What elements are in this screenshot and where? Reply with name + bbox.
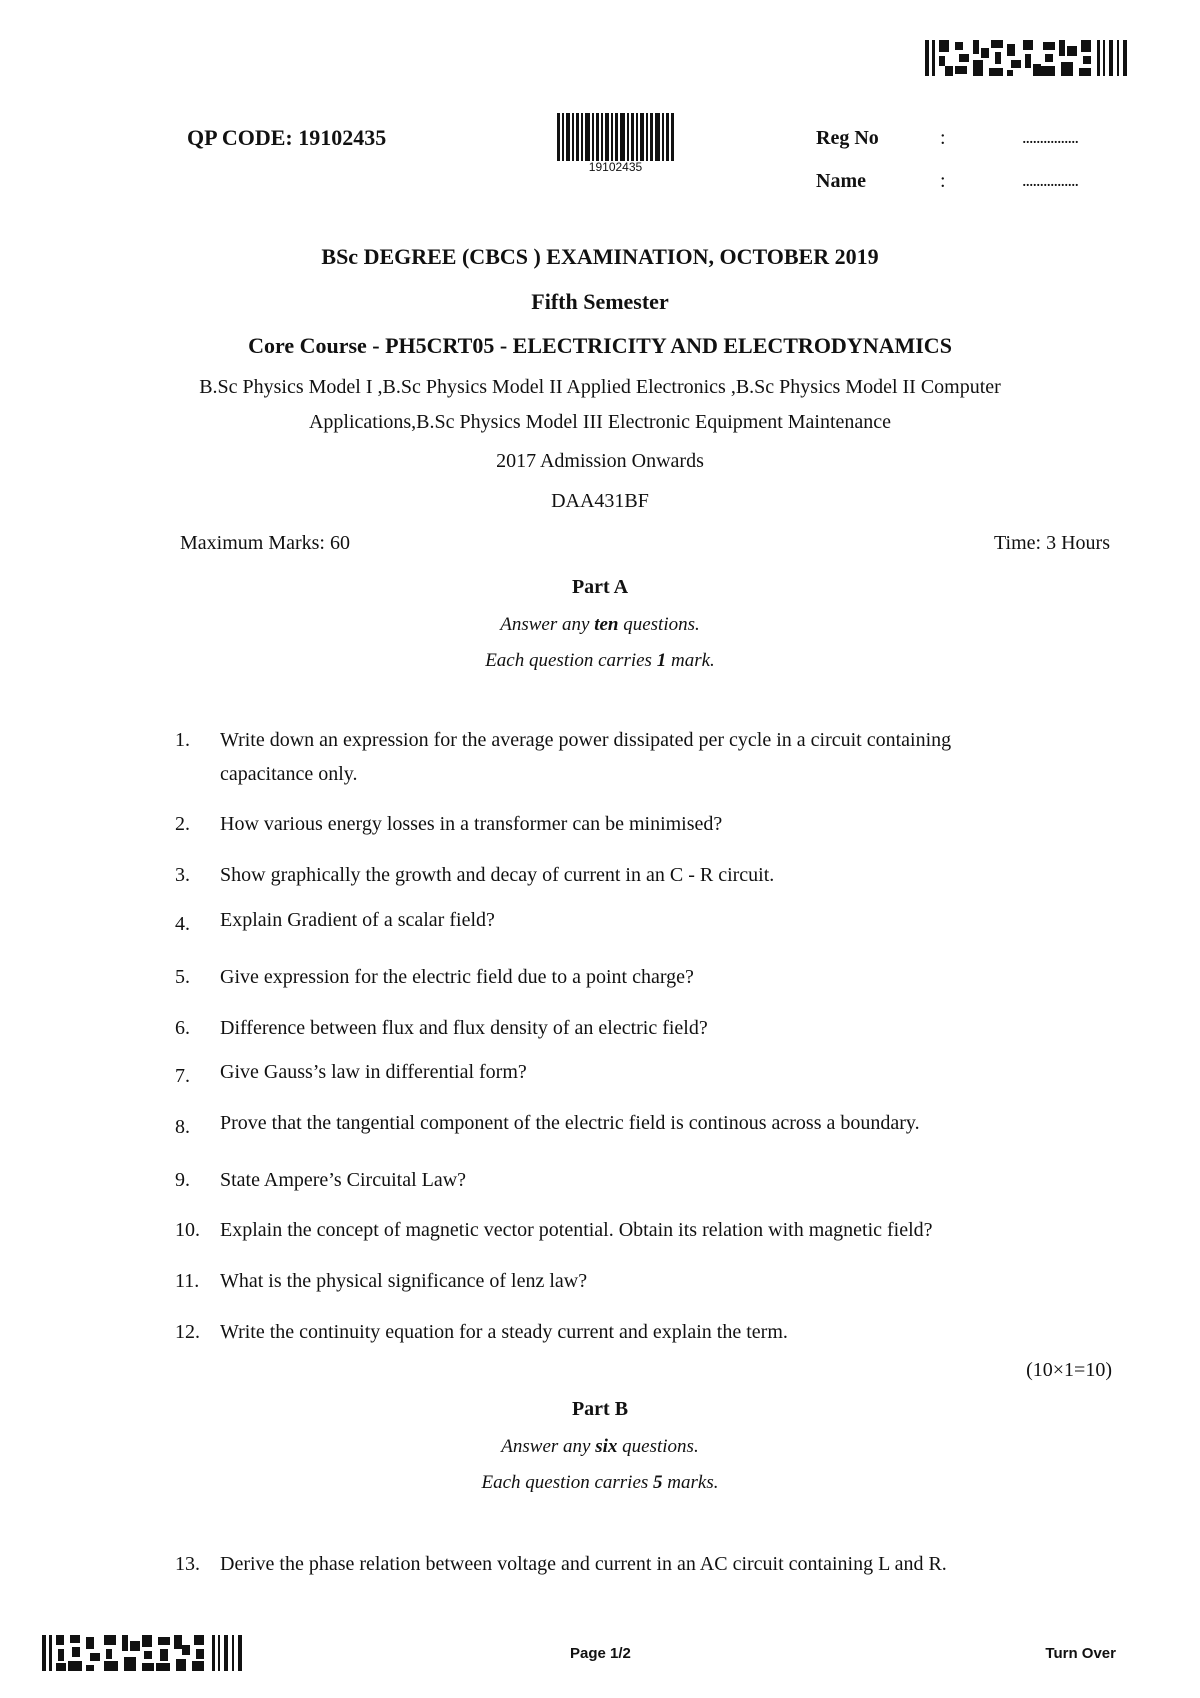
name-label: Name (816, 170, 866, 192)
programs-line-1: B.Sc Physics Model I ,B.Sc Physics Model II Applied Electronics ,B.Sc Physics Model II Computer (199, 376, 1001, 398)
admission: 2017 Admission Onwards (496, 450, 704, 472)
exam-title: BSc DEGREE (CBCS ) EXAMINATION, OCTOBER 2019 (321, 244, 879, 269)
center-barcode (557, 113, 674, 161)
part-b-marks-note: Each question carries 5 marks. (481, 1472, 719, 1493)
page-number: Page 1/2 (570, 1645, 631, 1662)
part-a-marks-note: Each question carries 1 mark. (485, 650, 715, 671)
turn-over: Turn Over (1045, 1645, 1116, 1662)
part-b-title: Part B (571, 1398, 629, 1420)
part-a-instruction: Answer any ten questions. (500, 614, 700, 635)
max-marks: Maximum Marks: 60 (180, 532, 350, 554)
exam-time: Time: 3 Hours (994, 532, 1110, 554)
exam-code: DAA431BF (551, 490, 649, 512)
top-right-barcode (925, 40, 1130, 76)
barcode-number: 19102435 (588, 160, 643, 174)
semester: Fifth Semester (531, 289, 669, 314)
programs-line-2: Applications,B.Sc Physics Model III Electronic Equipment Maintenance (308, 411, 892, 433)
reg-no-blank[interactable]: ................ (1022, 127, 1078, 147)
part-a-title: Part A (571, 576, 629, 598)
reg-no-colon: : (940, 127, 946, 149)
part-b-instruction: Answer any six questions. (501, 1436, 699, 1457)
name-blank[interactable]: ................ (1022, 170, 1078, 190)
qp-code: QP CODE: 19102435 (187, 125, 387, 150)
bottom-left-barcode (42, 1635, 247, 1671)
reg-no-label: Reg No (816, 127, 879, 149)
part-a-marks-total: (10×1=10) (1026, 1359, 1112, 1381)
course-title: Core Course - PH5CRT05 - ELECTRICITY AND ELECTRODYNAMICS (248, 333, 952, 358)
name-colon: : (940, 170, 946, 192)
